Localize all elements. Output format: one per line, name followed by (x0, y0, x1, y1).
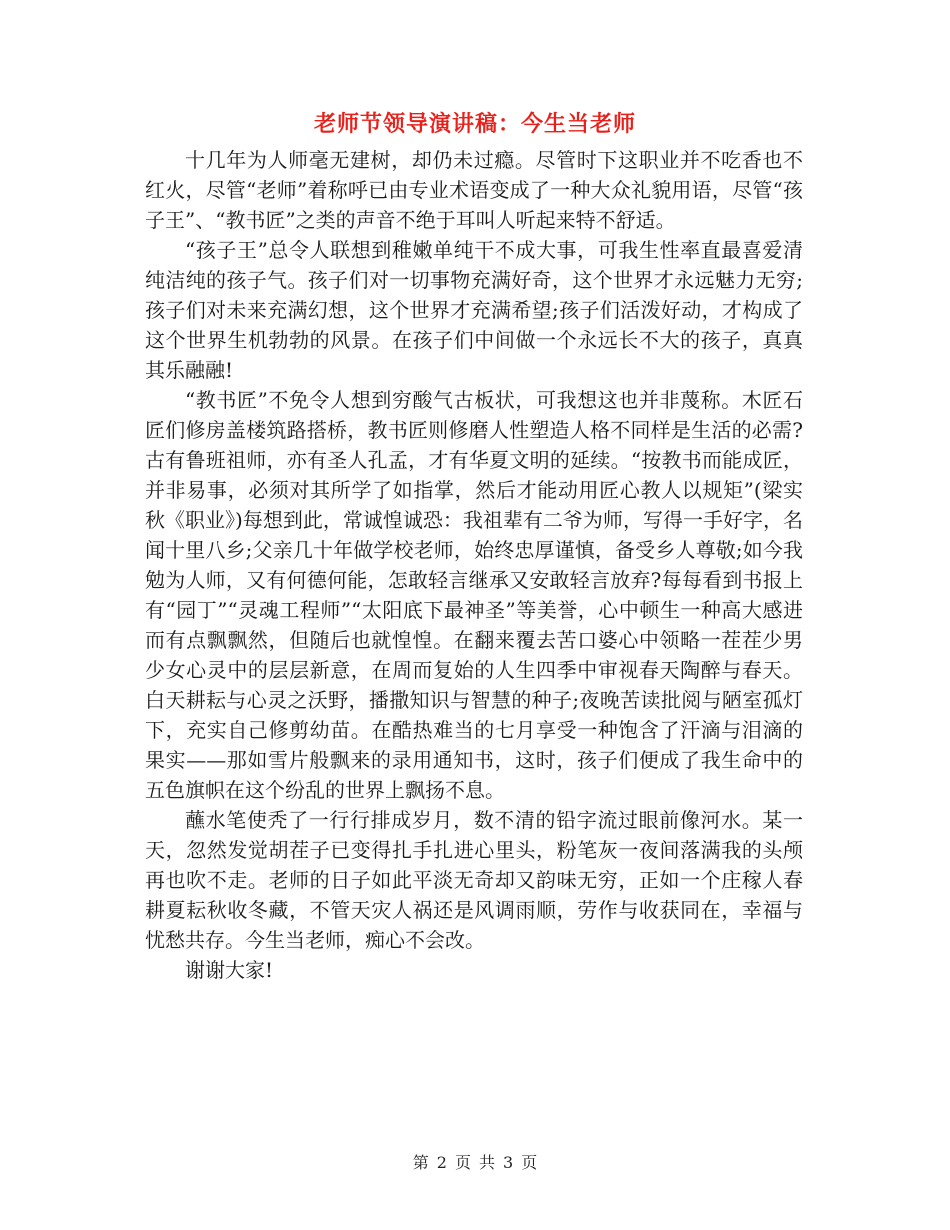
footer-suffix: 页 (521, 1153, 538, 1172)
paragraph-4: 蘸水笔使秃了一行行排成岁月，数不清的铅字流过眼前像河水。某一天，忽然发觉胡茬子已变得扎手扎进心里头，粉笔灰一夜间落满我的头颅再也吹不走。老师的日子如此平淡无奇却又韵味无穷，正如一个庄稼人春耕夏耘秋收冬藏，不管天灾人祸还是风调雨顺，劳作与收获同在，幸福与忧愁共存。今生当老师，痴心不会改。 (145, 808, 803, 952)
footer-prefix: 第 (412, 1153, 429, 1172)
paragraph-3: “教书匠”不免令人想到穷酸气古板状，可我想这也并非蔑称。木匠石匠们修房盖楼筑路搭桥，教书匠则修磨人性塑造人格不同样是生活的必需?古有鲁班祖师，亦有圣人孔孟，才有华夏文明的延续。“按教书而能成匠，并非易事，必须对其所学了如指掌，然后才能动用匠心教人以规矩”(梁实秋《职业》)每想到此，常诚惶诚恐：我祖辈有二爷为师，写得一手好字，名闻十里八乡;父亲几十年做学校老师，始终忠厚谨慎，备受乡人尊敬;如今我勉为人师，又有何德何能，怎敢轻言继承又安敢轻言放弃?每每看到书报上有“园丁”“灵魂工程师”“太阳底下最神圣”等美誉，心中顿生一种高大感进而有点飘飘然，但随后也就惶惶。在翻来覆去苦口婆心中领略一茬茬少男少女心灵中的层层新意，在周而复始的人生四季中审视春天陶醉与春天。白天耕耘与心灵之沃野，播撒知识与智慧的种子;夜晚苦读批阅与陋室孤灯下，充实自己修剪幼苗。在酷热难当的七月享受一种饱含了汗滴与泪滴的果实——那如雪片般飘来的录用通知书，这时，孩子们便成了我生命中的五色旗帜在这个纷乱的世界上飘扬不息。 (145, 388, 803, 802)
footer-total-prefix: 共 (479, 1153, 496, 1172)
footer-total-pages: 3 (503, 1153, 514, 1172)
page-footer (0, 1151, 950, 1175)
document-title: 老师节领导演讲稿：今生当老师 (313, 111, 636, 137)
document-body (145, 145, 803, 985)
footer-page-word: 页 (454, 1153, 471, 1172)
footer-current-page: 2 (436, 1153, 447, 1172)
paragraph-1: 十几年为人师毫无建树，却仍未过瘾。尽管时下这职业并不吃香也不红火，尽管“老师”着称呼已由专业术语变成了一种大众礼貌用语，尽管“孩子王”、“教书匠”之类的声音不绝于耳叫人听起来特不舒适。 (145, 148, 803, 232)
paragraph-closing: 谢谢大家! (185, 958, 274, 982)
paragraph-2: “孩子王”总令人联想到稚嫩单纯干不成大事，可我生性率直最喜爱清纯洁纯的孩子气。孩子们对一切事物充满好奇，这个世界才永远魅力无穷;孩子们对未来充满幻想，这个世界才充满希望;孩子们活泼好动，才构成了这个世界生机勃勃的风景。在孩子们中间做一个永远长不大的孩子，真真其乐融融! (145, 238, 803, 382)
